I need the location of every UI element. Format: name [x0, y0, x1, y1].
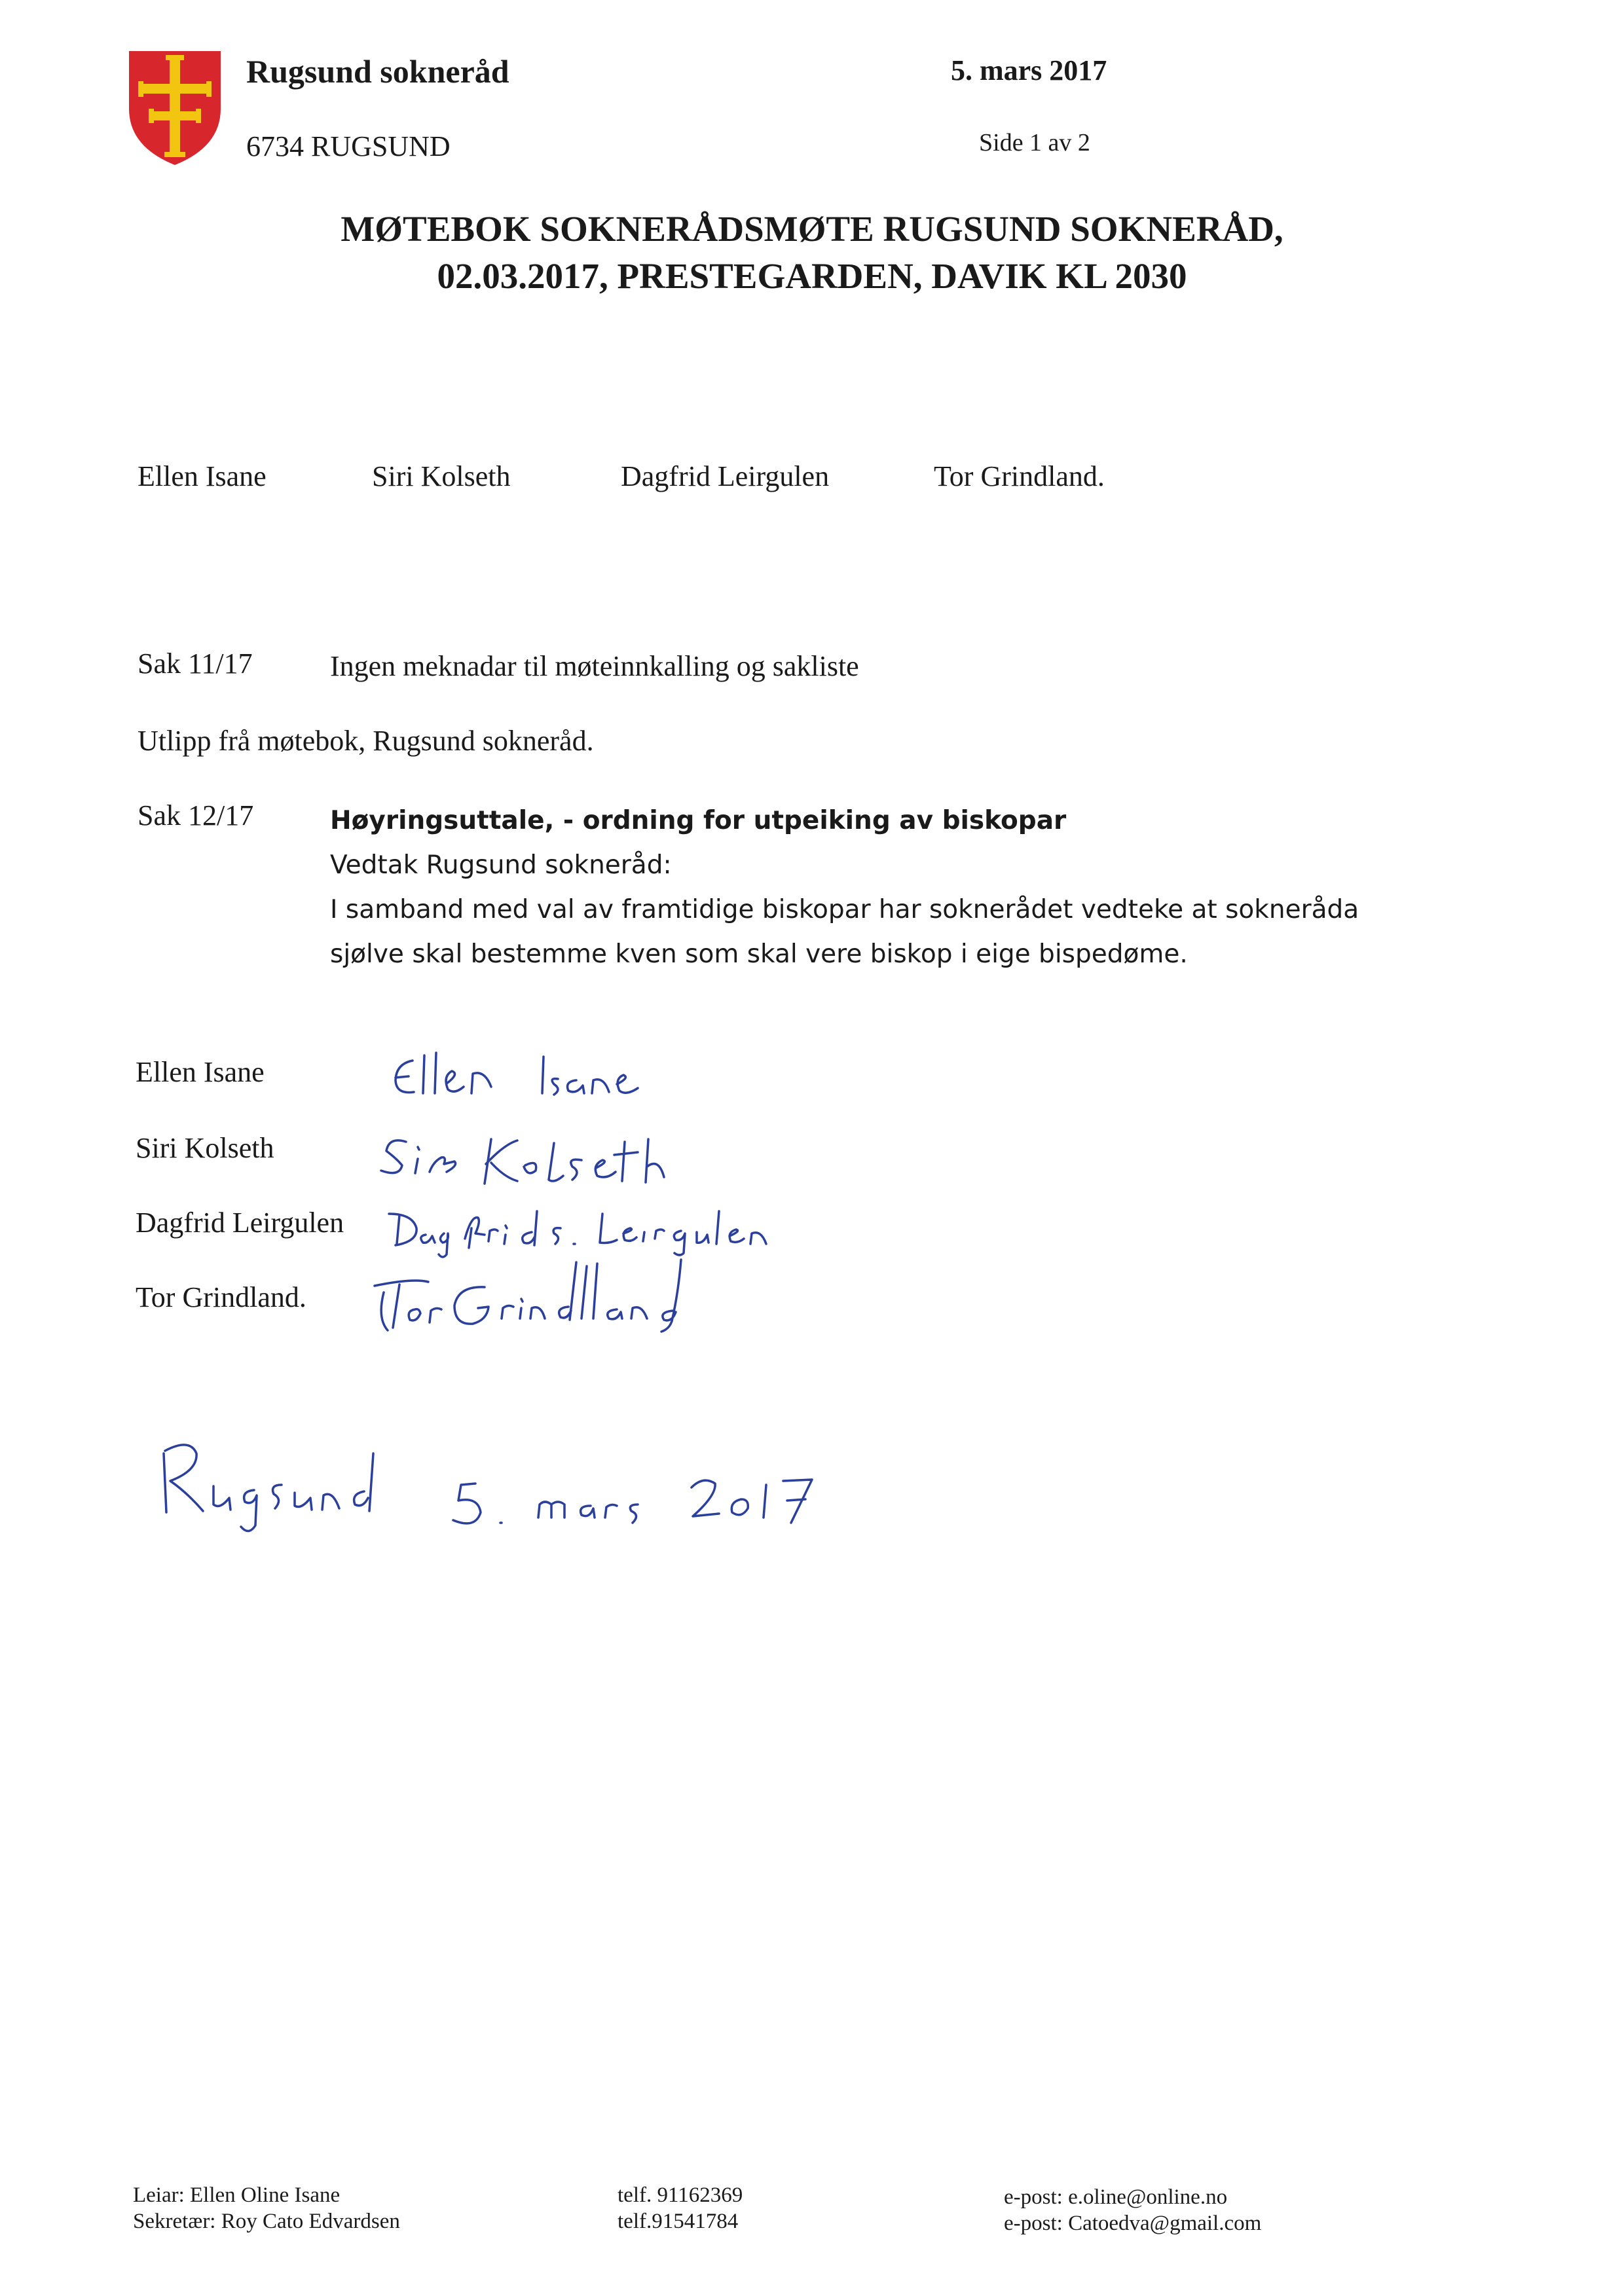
footer-contact-names — [133, 2182, 400, 2234]
church-cross-crest-icon — [126, 48, 223, 166]
document-title-line-2: 02.03.2017, PRESTEGARDEN, DAVIK KL 2030 — [437, 256, 1187, 296]
handwritten-signature — [373, 1125, 740, 1190]
attendee-name: Tor Grindland. — [934, 460, 1105, 492]
signatory-name: Ellen Isane — [136, 1056, 265, 1088]
footer-email: e-post: e.oline@online.no — [1004, 2185, 1228, 2209]
footer-phone: telf.91541784 — [618, 2210, 739, 2233]
footer-phone: telf. 91162369 — [618, 2183, 743, 2207]
signatory-name: Siri Kolseth — [136, 1132, 274, 1164]
attendee-name: Ellen Isane — [138, 460, 267, 492]
organization-name: Rugsund sokneråd — [246, 53, 509, 90]
case-number: Sak 11/17 — [138, 647, 253, 680]
case-decision — [330, 799, 1359, 977]
handwritten-place-date — [151, 1427, 845, 1545]
case-number: Sak 12/17 — [138, 799, 254, 831]
footer-leader: Leiar: Ellen Oline Isane — [133, 2183, 341, 2207]
footer-emails — [1004, 2184, 1261, 2236]
attendee-name: Siri Kolseth — [372, 460, 511, 492]
excerpt-note: Utlipp frå møtebok, Rugsund sokneråd. — [138, 725, 594, 757]
signatory-name: Dagfrid Leirgulen — [136, 1207, 344, 1239]
page-number: Side 1 av 2 — [979, 129, 1090, 156]
handwritten-signature — [386, 1048, 674, 1106]
document-title-line-1: MØTEBOK SOKNERÅDSMØTE RUGSUND SOKNERÅD, — [341, 209, 1283, 249]
case-text: Ingen meknadar til møteinnkalling og sakliste — [330, 650, 859, 682]
case-line: Vedtak Rugsund sokneråd: — [330, 850, 672, 880]
document-date: 5. mars 2017 — [951, 54, 1107, 86]
case-heading: Høyringsuttale, - ordning for utpeiking av biskopar — [330, 806, 1067, 835]
signatory-name: Tor Grindland. — [136, 1281, 306, 1313]
footer-email: e-post: Catoedva@gmail.com — [1004, 2212, 1262, 2235]
attendee-name: Dagfrid Leirgulen — [621, 460, 830, 492]
organization-address: 6734 RUGSUND — [246, 130, 451, 162]
handwritten-signature — [373, 1247, 779, 1338]
case-line: sjølve skal bestemme kven som skal vere biskop i eige bispedøme. — [330, 939, 1188, 969]
footer-secretary: Sekretær: Roy Cato Edvardsen — [133, 2210, 400, 2233]
case-line: I samband med val av framtidige biskopar har soknerådet vedteke at sokneråda — [330, 895, 1359, 924]
footer-phones — [618, 2182, 743, 2234]
